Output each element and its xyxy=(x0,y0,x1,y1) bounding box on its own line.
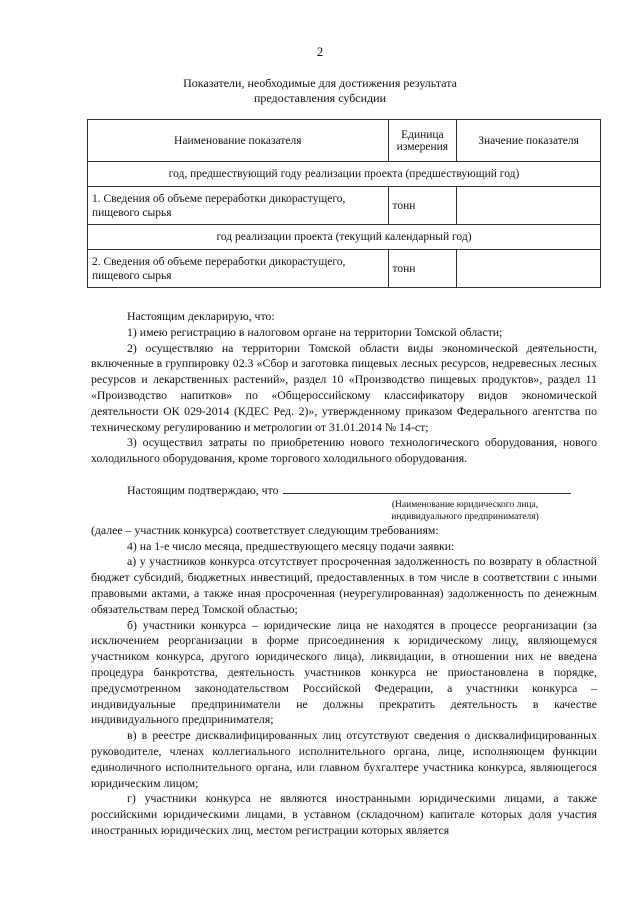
document-body xyxy=(91,309,597,839)
declaration-intro: Настоящим декларирую, что: xyxy=(127,309,275,323)
section-previous-year-label: год, предшествующий году реализации проекта (предшествующий год) xyxy=(88,162,601,187)
row1-name: 1. Сведения об объеме переработки дикорастущего, пищевого сырья xyxy=(88,187,389,225)
document-title xyxy=(120,76,520,106)
title-line-1: Показатели, необходимые для достижения результата xyxy=(183,76,457,90)
table-row xyxy=(88,187,601,225)
table-row xyxy=(88,250,601,288)
confirmation-line xyxy=(91,483,597,499)
hint-line-2: индивидуального предпринимателя) xyxy=(391,511,539,522)
table-section-current-year xyxy=(88,225,601,250)
row1-unit: тонн xyxy=(388,187,457,225)
page-number: 2 xyxy=(316,44,324,59)
declaration-item-2: 2) осуществляю на территории Томской области виды экономической деятельности, включенные в группировку 02.3 «Сбор и заготовка пищевых лесных ресурсов, недревесных лесных ресурсов и лекарственных растений», раздел 10 «Производство пищевых продуктов», раздел 11 «Производство напитков» по «Общероссийскому классификатору видов экономической деятельности ОК 029-2014 (КДЕС Ред. 2)», утвержденному приказом Федерального агентства по техническому регулированию и метрологии от 31.01.2014 № 14-ст; xyxy=(91,340,597,434)
spacer xyxy=(91,467,597,483)
row2-unit: тонн xyxy=(388,250,457,288)
row2-value[interactable] xyxy=(457,250,601,288)
title-line-2: предоставления субсидии xyxy=(253,91,387,105)
table-header-row xyxy=(88,120,601,162)
indicators-table xyxy=(87,119,601,288)
confirmation-lead: Настоящим подтверждаю, что xyxy=(127,482,279,497)
row1-value[interactable] xyxy=(457,187,601,225)
header-value: Значение показателя xyxy=(457,120,601,162)
declaration-item-3: 3) осуществил затраты по приобретению нового технологического оборудования, нового холодильного оборудования, кроме торгового холодильного оборудования. xyxy=(91,435,597,466)
table-section-previous-year xyxy=(88,162,601,187)
header-name: Наименование показателя xyxy=(88,120,389,162)
row2-name: 2. Сведения об объеме переработки дикорастущего, пищевого сырья xyxy=(88,250,389,288)
requirement-item-4: 4) на 1-е число месяца, предшествующего месяцу подачи заявки: xyxy=(127,538,455,553)
section-current-year-label: год реализации проекта (текущий календарный год) xyxy=(88,225,601,250)
requirement-item-4a: а) у участников конкурса отсутствует просроченная задолженность по возврату в областной бюджет субсидий, бюджетных инвестиций, предоставленных в том числе в соответствии с иными правовыми актами, а также иная просроченная (неурегулированная) задолженность по денежным обязательствам перед Томской областью; xyxy=(91,554,597,616)
entity-name-hint xyxy=(355,499,575,523)
requirement-item-4c: в) в реестре дисквалифицированных лиц отсутствуют сведения о дисквалифицированных руководителе, членах коллегиального исполнительного органа, лице, исполняющем функции единоличного исполнительного органа, или главном бухгалтере участника конкурса, являющегося юридическим лицом; xyxy=(91,728,597,790)
entity-name-field[interactable] xyxy=(283,483,571,494)
declaration-item-1: 1) имею регистрацию в налоговом органе на территории Томской области; xyxy=(127,324,503,339)
header-unit: Единица измерения xyxy=(388,120,457,162)
hint-line-1: (Наименование юридического лица, xyxy=(391,499,539,510)
requirement-item-4b: б) участники конкурса – юридические лица не находятся в процессе реорганизации (за исключением реорганизации в форме присоединения к юридическому лицу, являющемуся участником конкурса, другого юридического лица), ликвидации, в отношении них не введена процедура банкротства, деятельность участников конкурса не приостановлена в порядке, предусмотренном законодательством Российской Федерации, а участники конкурса – индивидуальные предприниматели не должны прекратить деятельность в качестве индивидуального предпринимателя; xyxy=(91,617,597,727)
requirement-item-4d: г) участники конкурса не являются иностранными юридическими лицами, а также российскими юридическими лицами, в уставном (складочном) капитале которых доля участия иностранных юридических лиц, местом регистрации которых является xyxy=(91,791,597,837)
confirmation-continuation: (далее – участник конкурса) соответствует следующим требованиям: xyxy=(91,522,439,537)
